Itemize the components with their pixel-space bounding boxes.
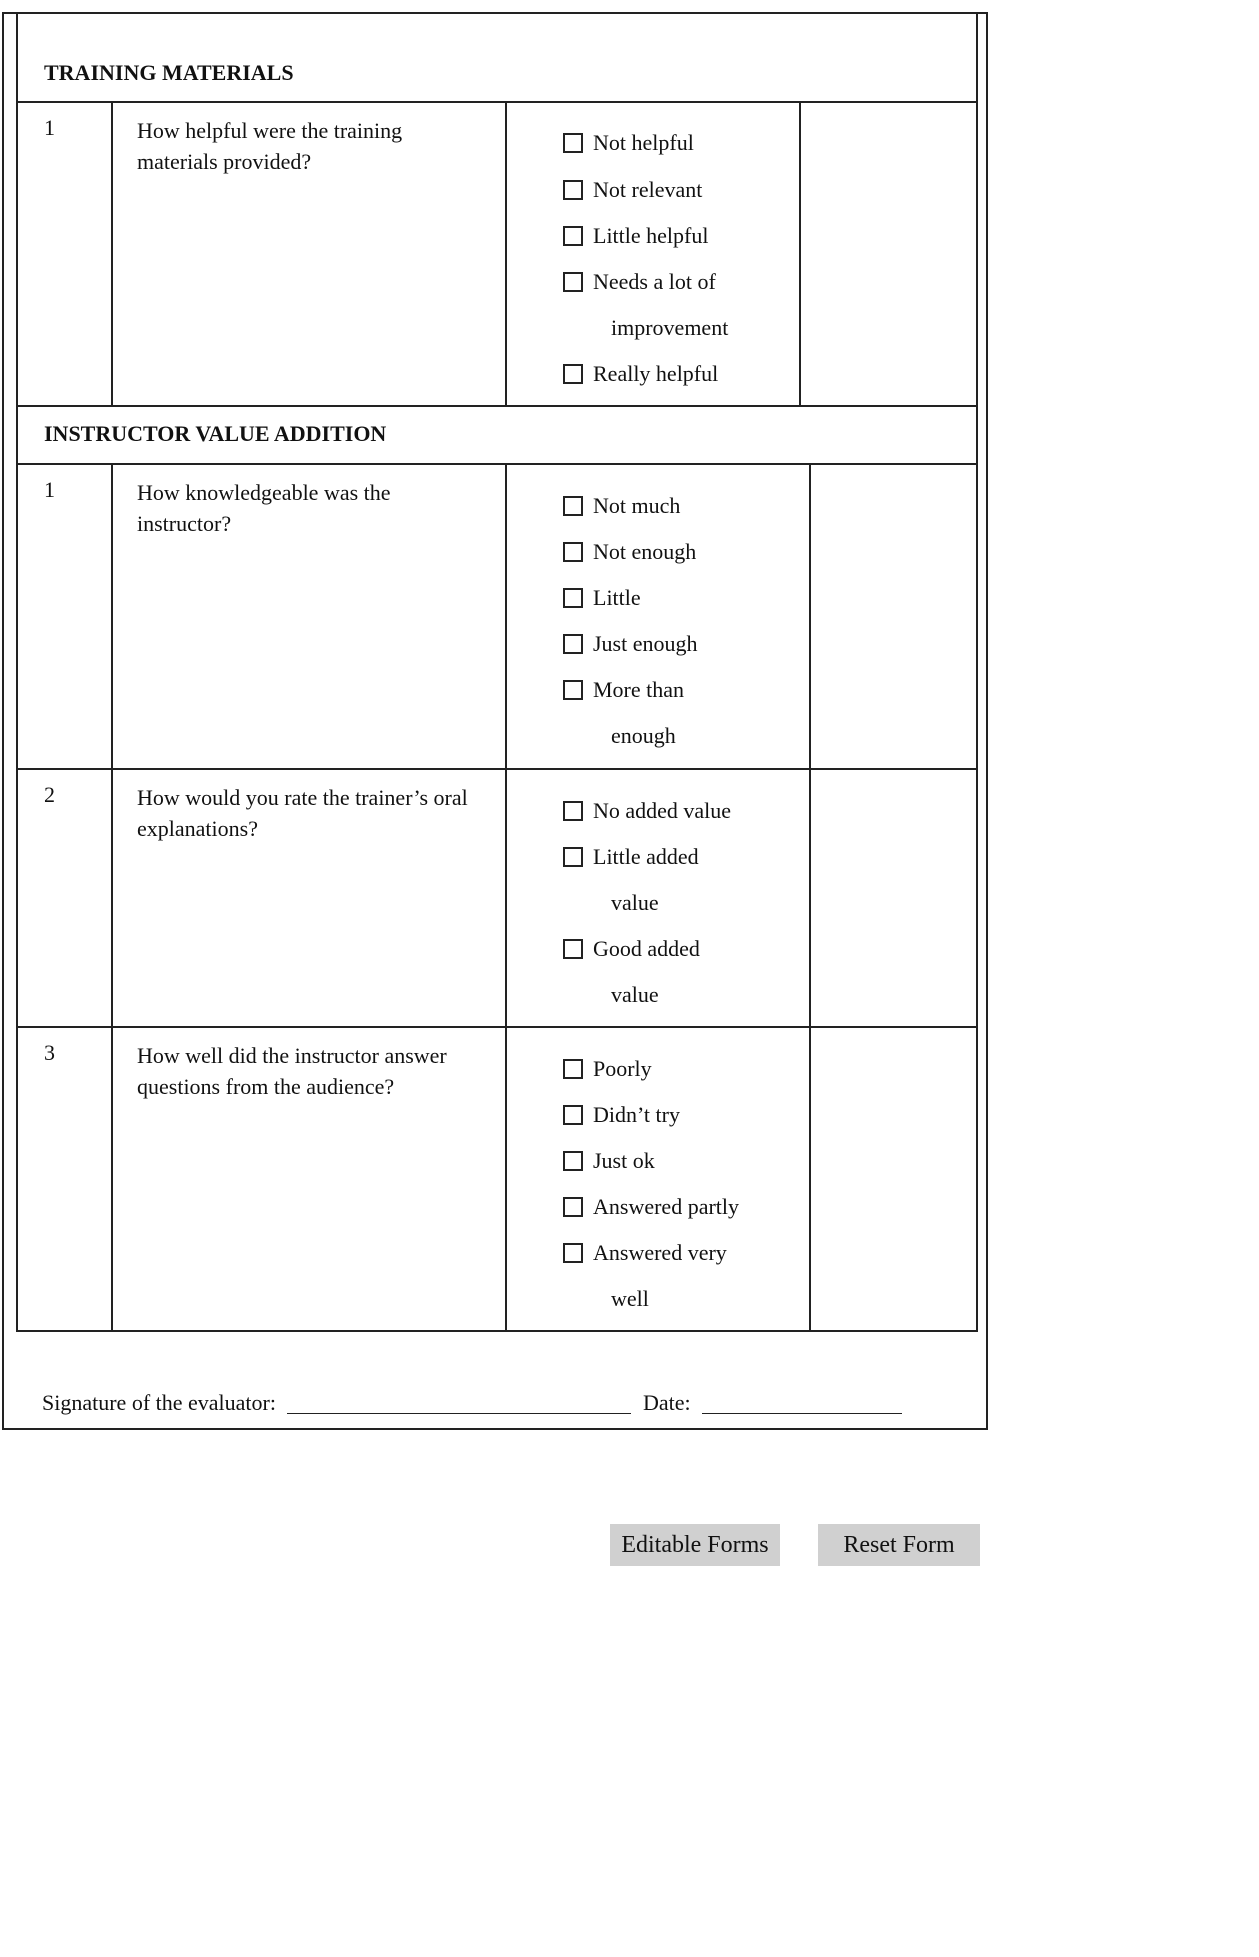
- option-label: Answered partly: [593, 1194, 740, 1219]
- option-label: Needs a lot of: [593, 269, 716, 294]
- question-row-instructor-3: [16, 1026, 978, 1332]
- options-cell: [507, 768, 811, 1026]
- option-good-added-value[interactable]: [563, 934, 700, 964]
- section-title-instructor: [16, 405, 978, 465]
- signature-label: Signature of the evaluator:: [42, 1390, 276, 1415]
- option-label: Good added: [593, 936, 700, 961]
- question-text: How helpful were the training materials provided?: [137, 118, 403, 174]
- option-not-enough[interactable]: [563, 537, 696, 567]
- option-label: Little helpful: [593, 223, 709, 248]
- option-label: Answered very: [593, 1240, 727, 1265]
- checkbox[interactable]: [563, 542, 583, 562]
- checkbox[interactable]: [563, 634, 583, 654]
- options-cell: [507, 1026, 811, 1330]
- question-row-training-1: [16, 101, 978, 407]
- question-text-cell: [113, 768, 507, 1026]
- option-label: Didn’t try: [593, 1102, 680, 1127]
- checkbox[interactable]: [563, 496, 583, 516]
- option-label: No added value: [593, 798, 732, 823]
- question-text-cell: [113, 1026, 507, 1330]
- option-just-enough[interactable]: [563, 629, 698, 659]
- date-label: Date:: [642, 1390, 691, 1415]
- question-number: 3: [44, 1040, 55, 1065]
- option-label-continuation: well: [611, 1286, 649, 1311]
- question-text: How knowledgeable was the instructor?: [137, 480, 391, 536]
- question-text-cell: [113, 101, 507, 405]
- option-label: Just ok: [593, 1148, 655, 1173]
- question-text: How well did the instructor answer questions from the audience?: [137, 1043, 447, 1099]
- checkbox[interactable]: [563, 588, 583, 608]
- checkbox[interactable]: [563, 272, 583, 292]
- checkbox[interactable]: [563, 939, 583, 959]
- option-label: Not relevant: [593, 177, 703, 202]
- section-title-training: [16, 12, 978, 103]
- option-not-helpful[interactable]: [563, 128, 694, 158]
- checkbox[interactable]: [563, 1105, 583, 1125]
- option-more-than-enough[interactable]: [563, 675, 684, 705]
- checkbox[interactable]: [563, 1197, 583, 1217]
- option-didnt-try[interactable]: [563, 1100, 680, 1130]
- option-not-much[interactable]: [563, 491, 680, 521]
- signature-field[interactable]: [287, 1391, 631, 1414]
- option-label: Really helpful: [593, 361, 719, 386]
- checkbox[interactable]: [563, 847, 583, 867]
- checkbox[interactable]: [563, 1151, 583, 1171]
- signature-row: [42, 1390, 902, 1416]
- reset-form-button[interactable]: Reset Form: [818, 1524, 980, 1566]
- checkbox[interactable]: [563, 680, 583, 700]
- question-number-cell: [18, 463, 113, 768]
- option-label: More than: [593, 677, 685, 702]
- instructor-section-title: INSTRUCTOR VALUE ADDITION: [44, 421, 387, 446]
- option-label: Not much: [593, 493, 681, 518]
- question-number: 1: [44, 115, 55, 140]
- checkbox[interactable]: [563, 1243, 583, 1263]
- option-label: Little: [593, 585, 641, 610]
- date-field[interactable]: [702, 1391, 902, 1414]
- checkbox[interactable]: [563, 180, 583, 200]
- option-answered-partly[interactable]: [563, 1192, 739, 1222]
- checkbox[interactable]: [563, 133, 583, 153]
- option-label: Not helpful: [593, 130, 694, 155]
- question-text: How would you rate the trainer’s oral explanations?: [137, 785, 468, 841]
- editable-forms-button[interactable]: Editable Forms: [610, 1524, 780, 1566]
- training-section-title: TRAINING MATERIALS: [44, 60, 294, 85]
- option-label-continuation: enough: [611, 723, 676, 748]
- option-label: Poorly: [593, 1056, 652, 1081]
- option-label: Not enough: [593, 539, 697, 564]
- question-row-instructor-1: [16, 463, 978, 770]
- option-needs-improvement[interactable]: [563, 267, 716, 297]
- option-answered-very-well[interactable]: [563, 1238, 727, 1268]
- option-label: Just enough: [593, 631, 698, 656]
- question-row-instructor-2: [16, 768, 978, 1028]
- question-number-cell: [18, 1026, 113, 1330]
- option-label-continuation: improvement: [611, 315, 729, 340]
- question-number-cell: [18, 768, 113, 1026]
- checkbox[interactable]: [563, 364, 583, 384]
- option-label-continuation: value: [611, 982, 659, 1007]
- option-no-added-value[interactable]: [563, 796, 731, 826]
- option-little[interactable]: [563, 583, 641, 613]
- option-not-relevant[interactable]: [563, 175, 702, 205]
- option-label: Little added: [593, 844, 699, 869]
- option-label-continuation: value: [611, 890, 659, 915]
- option-little-added-value[interactable]: [563, 842, 699, 872]
- checkbox[interactable]: [563, 801, 583, 821]
- checkbox[interactable]: [563, 1059, 583, 1079]
- option-really-helpful[interactable]: [563, 359, 718, 389]
- option-poorly[interactable]: [563, 1054, 652, 1084]
- option-just-ok[interactable]: [563, 1146, 655, 1176]
- options-cell: [507, 101, 801, 405]
- checkbox[interactable]: [563, 226, 583, 246]
- question-number-cell: [18, 101, 113, 405]
- option-little-helpful[interactable]: [563, 221, 708, 251]
- options-cell: [507, 463, 811, 768]
- question-text-cell: [113, 463, 507, 768]
- question-number: 1: [44, 477, 55, 502]
- question-number: 2: [44, 782, 55, 807]
